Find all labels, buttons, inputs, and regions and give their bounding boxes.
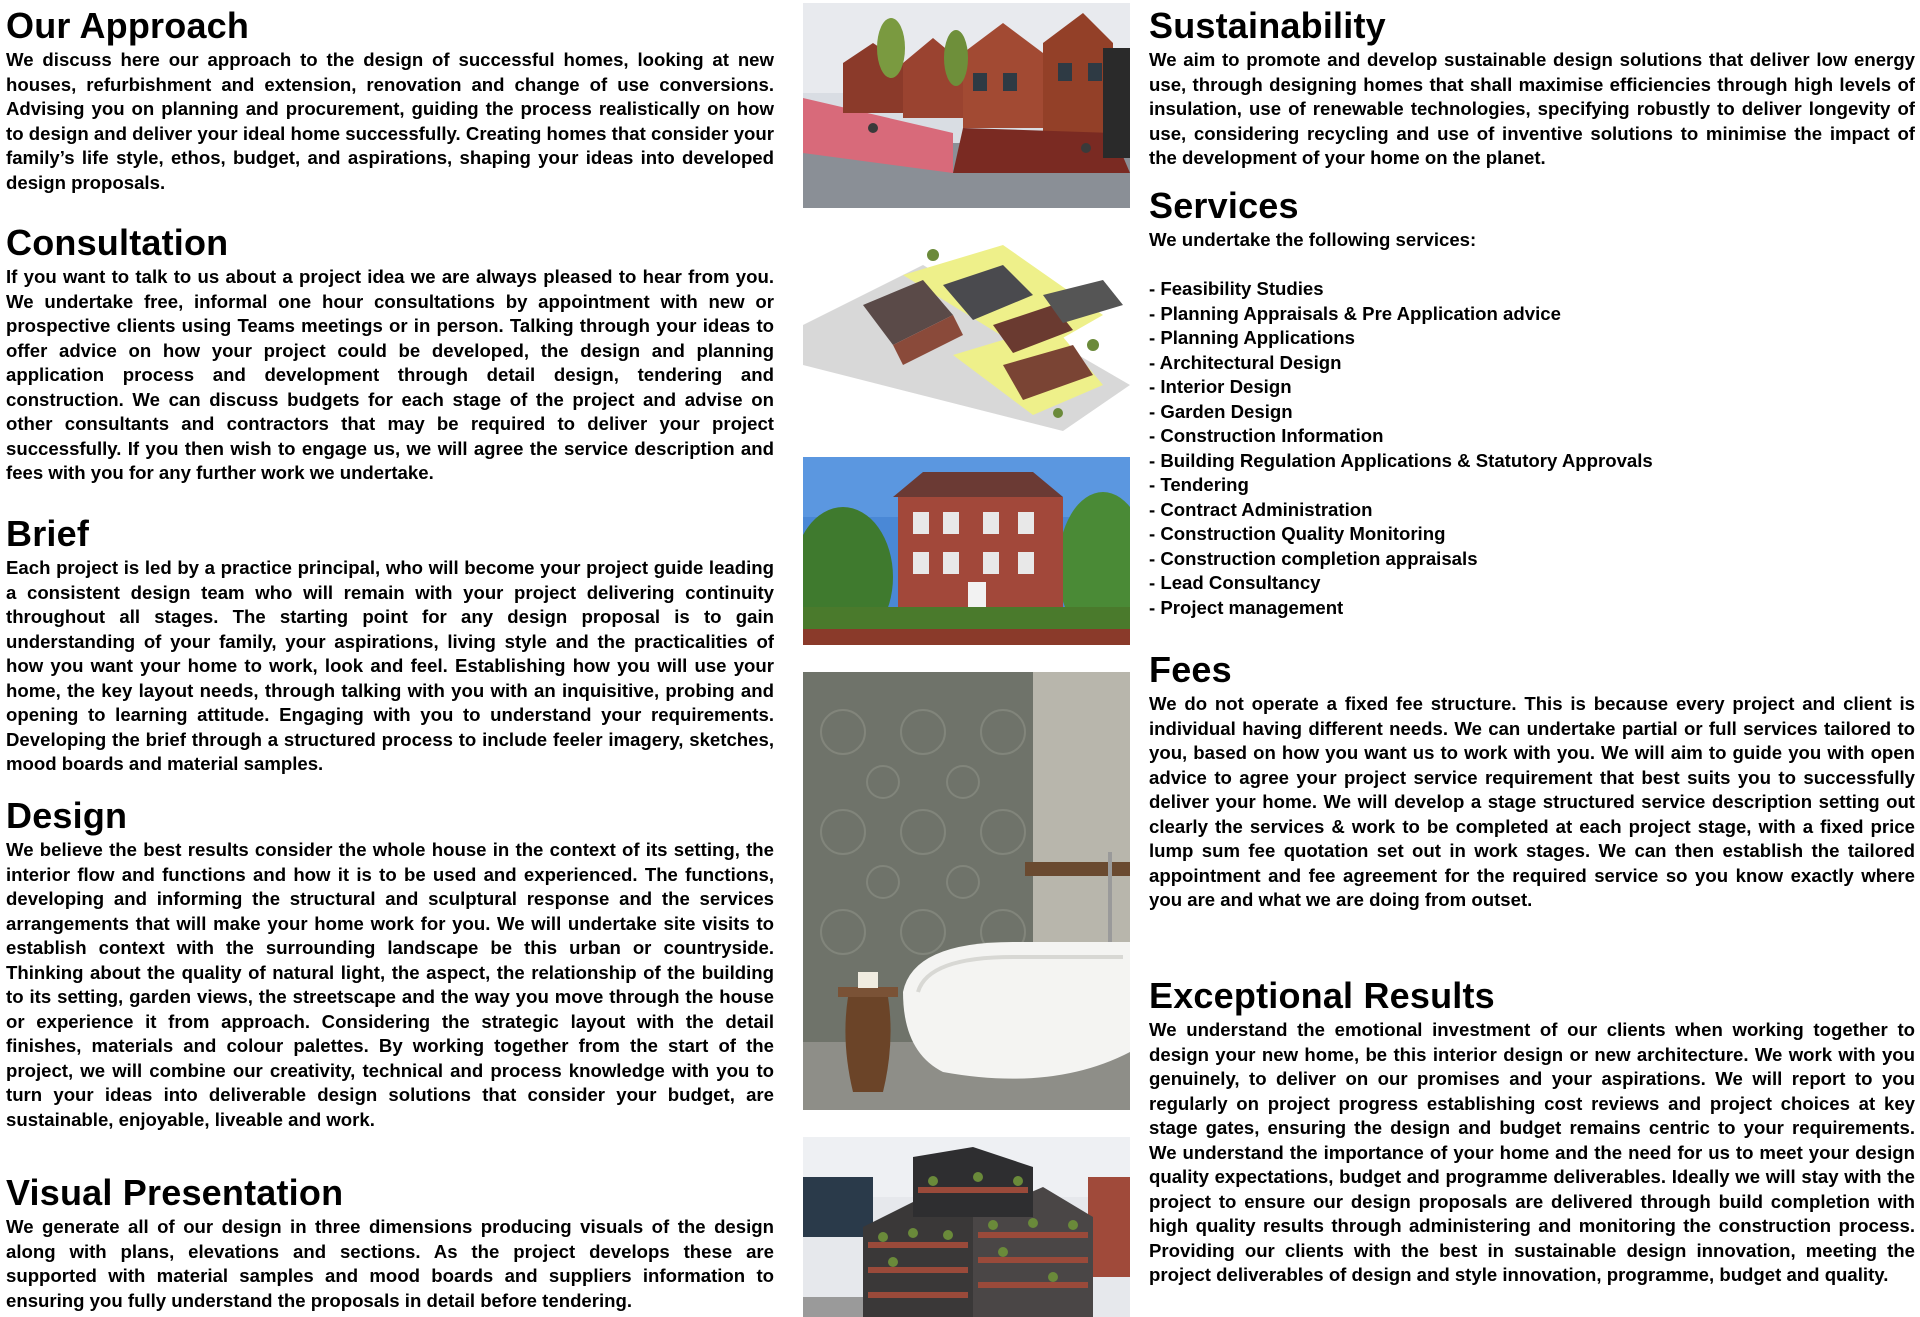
service-item: - Architectural Design: [1149, 351, 1342, 373]
exceptional-results-text: We understand the emotional investment of our clients when working together to design your new home, be this interior design or new architecture. We work with you genuinely, to deliver on our promises and your aspirations. We will report to you regularly on project progress establishing cost reviews and project choices at key stage gates, ensuring the design and budget remains centric to your requirements. We understand the importance of your home and the need for us to meet your design quality expectations, budget and programme deliverables. Ideally we will stay with the project to ensure our design proposals are delivered through build completion with high quality results through administering and monitoring the construction process. Providing our clients with the best in sustainable design innovation, meeting the project deliverables of design and style innovation, programme, budget and quality.: [1149, 1019, 1915, 1285]
right-column: [1149, 0, 1915, 1317]
apartment-block-render: [803, 1137, 1130, 1317]
service-item: - Garden Design: [1149, 400, 1293, 422]
service-item: - Construction Information: [1149, 425, 1384, 446]
sustainability-text: We aim to promote and develop sustainable design solutions that deliver low energy use, through designing homes that shall maximise efficiencies through high levels of insulation, use of renewable technologies, specifying robustly to deliver longevity of use, considering recycling and use of inventive solutions to minimise the impact of the development of your home on the planet.: [1149, 49, 1915, 168]
service-item: - Lead Consultancy: [1149, 572, 1321, 593]
consultation-section: [6, 223, 774, 486]
brief-heading: Brief: [6, 513, 90, 554]
brick-house-photo: [803, 457, 1130, 645]
our-approach-heading: Our Approach: [6, 5, 250, 46]
service-item: - Project management: [1149, 596, 1344, 618]
our-approach-text: We discuss here our approach to the design of successful homes, looking at new houses, refurbishment and extension, renovation and change of use conversions. Advising you on planning and procurement, guiding the process realistically on how to design and deliver your ideal home successfully. Creating homes that consider your family’s life style, ethos, budget, and aspirations, shaping your ideas into developed design proposals.: [6, 49, 774, 193]
service-item: - Interior Design: [1149, 376, 1292, 397]
brief-section: [6, 514, 774, 777]
visual-presentation-text: We generate all of our design in three dimensions producing visuals of the design along with plans, elevations and sections. As the project develops these are supported with material samples and mood boards and suppliers information to ensuring you fully understand the proposals in detail before tendering.: [6, 1216, 774, 1311]
bathroom-interior-photo: [803, 672, 1130, 1110]
design-heading: Design: [6, 795, 128, 836]
visual-presentation-section: [6, 1173, 774, 1313]
exceptional-results-heading: Exceptional Results: [1149, 975, 1495, 1016]
consultation-heading: Consultation: [6, 222, 229, 263]
fees-section: [1149, 650, 1915, 913]
services-heading: Services: [1149, 185, 1299, 226]
our-approach-section: [6, 6, 774, 195]
street-housing-render: [803, 3, 1130, 208]
services-list: [1149, 277, 1915, 620]
sustainability-heading: Sustainability: [1149, 5, 1386, 46]
consultation-text: If you want to talk to us about a project idea we are always pleased to hear from you. We undertake free, informal one hour consultations by appointment with new or prospective clients using Teams meetings or in person. Talking through your ideas to offer advice on how your project could be developed, the design and planning application process and development through detail design, tendering and construction. We can discuss budgets for each stage of the project and advise on other consultants and contractors that may be required to deliver your project successfully. If you then wish to engage us, we will agree the service description and fees with you for any further work we undertake.: [6, 266, 774, 483]
design-text: We believe the best results consider the whole house in the context of its setting, the interior flow and functions and how it is to be used and experienced. The functions, developing and informing the structural and sculptural response and the services arrangements that will make your home work for you. We will undertake site visits to establish context with the surrounding landscape be this urban or countryside. Thinking about the quality of natural light, the aspect, the relationship of the building to its setting, garden views, the streetscape and the way you move through the house or experience it from approach. Considering the strategic layout with the detail finishes, materials and colour palettes. By working together from the start of the project, we will combine our creativity, technical and process knowledge with you to turn your ideas into deliverable design solutions that consider your budget, are sustainable, enjoyable, liveable and work.: [6, 839, 774, 1130]
services-intro: We undertake the following services:: [1149, 229, 1477, 250]
design-section: [6, 796, 774, 1132]
service-item: - Construction completion appraisals: [1149, 547, 1478, 569]
fees-heading: Fees: [1149, 649, 1232, 690]
sustainability-section: [1149, 6, 1915, 171]
left-column: [6, 0, 774, 1317]
service-item: - Planning Appraisals & Pre Application advice: [1149, 302, 1561, 324]
site-aerial-model: [803, 235, 1130, 431]
service-item: - Construction Quality Monitoring: [1149, 523, 1446, 544]
exceptional-results-section: [1149, 976, 1915, 1288]
service-item: - Feasibility Studies: [1149, 278, 1324, 299]
services-section: [1149, 186, 1915, 620]
service-item: - Planning Applications: [1149, 327, 1355, 348]
service-item: - Building Regulation Applications & Statutory Approvals: [1149, 449, 1653, 471]
fees-text: We do not operate a fixed fee structure. This is because every project and client is individual having different needs. We can undertake partial or full services tailored to you, based on how you want us to work with you. We will aim to guide you with open advice to agree your project service requirement that best suits you to successfully deliver your home. We will develop a stage structured service description setting out clearly the services & work to be completed at each project stage, with a fixed price lump sum fee quotation set out in work stages. We can then establish the tailored appointment and fee agreement for the required service so you know exactly where you are and what we are doing from outset.: [1149, 693, 1915, 910]
service-item: - Tendering: [1149, 474, 1249, 495]
visual-presentation-heading: Visual Presentation: [6, 1172, 344, 1213]
image-column: [803, 0, 1130, 1317]
brief-text: Each project is led by a practice principal, who will become your project guide leading a consistent design team who will remain with your project delivering continuity throughout all stages. The starting point for any design proposal is to gain understanding of your family, your aspirations, living style and the practicalities of how you want your home to work, look and feel. Establishing how you will use your home, the key layout needs, through talking with you with an inquisitive, probing and opening to learning attitude. Engaging with you to understand your requirements. Developing the brief through a structured process to include feeler imagery, sketches, mood boards and material samples.: [6, 557, 774, 774]
service-item: - Contract Administration: [1149, 498, 1373, 520]
